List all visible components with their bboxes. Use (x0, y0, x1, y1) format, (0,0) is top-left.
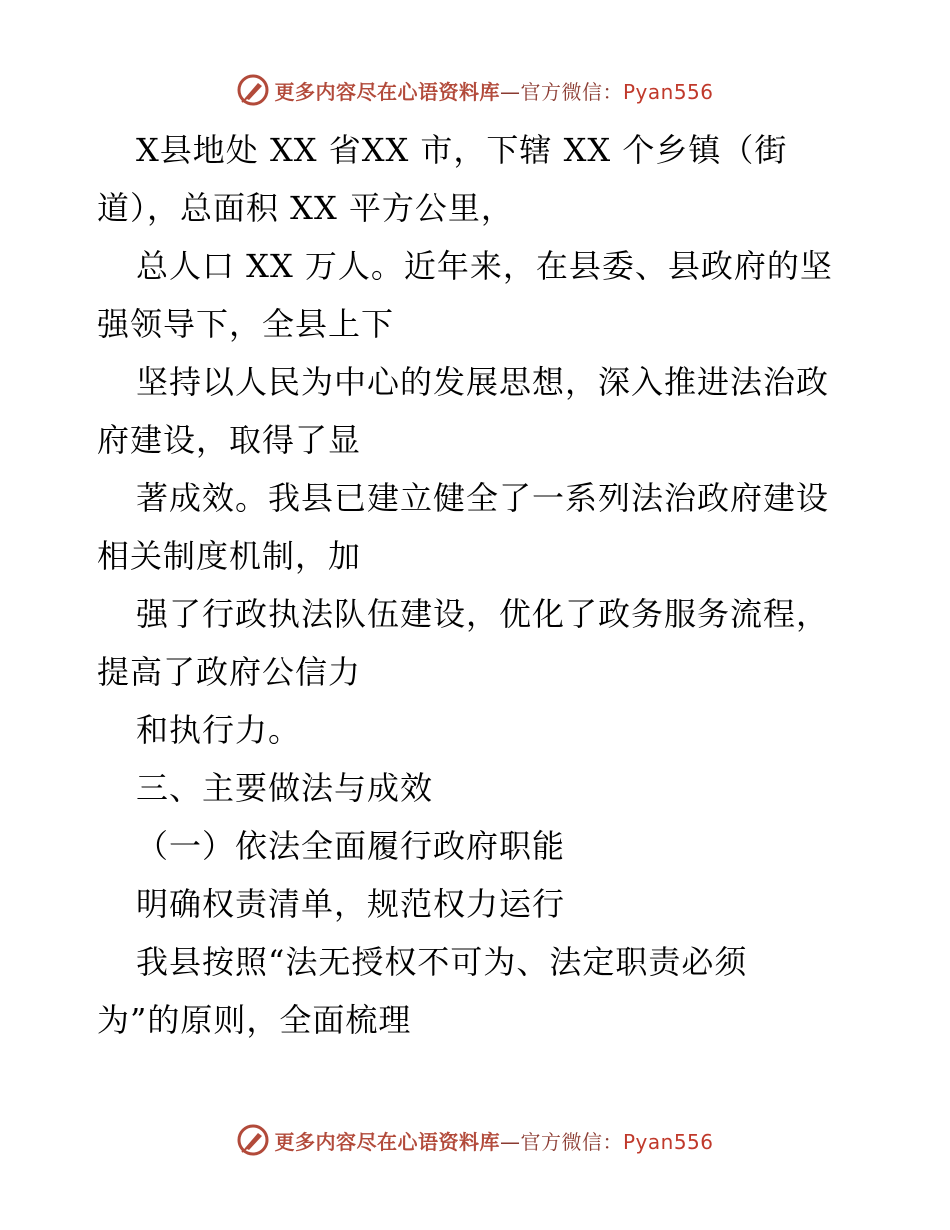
body-line: 为”的原则，全面梳理 (97, 1001, 412, 1039)
body-line: 强领导下，全县上下 (97, 305, 395, 343)
body-line: 强了行政执法队伍建设，优化了政务服务流程， (136, 595, 830, 633)
body-line: 相关制度机制，加 (97, 537, 362, 575)
body-line: 提高了政府公信力 (97, 653, 362, 691)
body-line: 明确权责清单，规范权力运行 (136, 885, 566, 923)
banner-wechat-id: Pyan556 (622, 79, 714, 104)
footer-banner (0, 1120, 950, 1160)
banner-separator: — (499, 79, 521, 104)
pen-seal-icon (236, 73, 270, 107)
banner-wechat-id: Pyan556 (622, 1129, 714, 1154)
body-line: 总人口 XX 万人。近年来，在县委、县政府的坚 (136, 247, 833, 285)
body-line: 我县按照“法无授权不可为、法定职责必须 (136, 943, 748, 981)
body-line: 著成效。我县已建立健全了一系列法治政府建设 (136, 479, 830, 517)
body-line: 和执行力。 (136, 711, 302, 749)
body-line: 道），总面积 XX 平方公里， (97, 189, 514, 227)
section-heading: 三、主要做法与成效 (136, 769, 434, 807)
banner-text (274, 1126, 713, 1155)
banner-main-text: 更多内容尽在心语资料库 (274, 1129, 500, 1154)
banner-official-label: 官方微信： (520, 79, 623, 104)
banner-separator: — (499, 1129, 521, 1154)
header-banner (0, 70, 950, 110)
body-line: 府建设，取得了显 (97, 421, 362, 459)
banner-official-label: 官方微信： (520, 1129, 623, 1154)
body-line: 坚持以人民为中心的发展思想，深入推进法治政 (136, 363, 830, 401)
pen-seal-icon (236, 1123, 270, 1157)
banner-text (274, 76, 713, 105)
body-line: X县地处 XX 省XX 市，下辖 XX 个乡镇（街 (136, 131, 788, 169)
banner-main-text: 更多内容尽在心语资料库 (274, 79, 500, 104)
subsection-heading: （一）依法全面履行政府职能 (136, 827, 566, 865)
